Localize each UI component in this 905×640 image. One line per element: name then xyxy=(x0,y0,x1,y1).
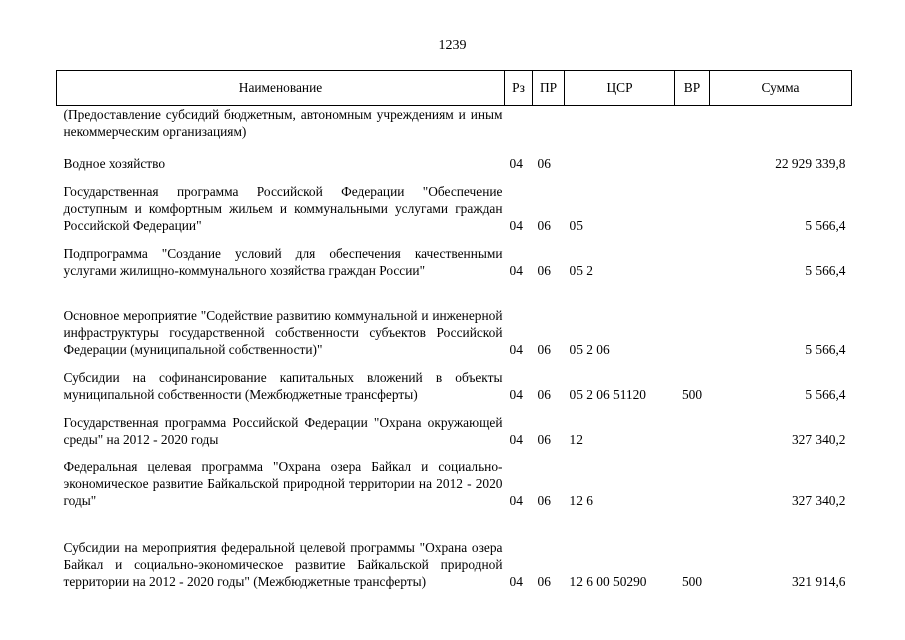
row-pr: 06 xyxy=(537,155,551,171)
row-pr: 06 xyxy=(537,341,551,357)
row-sum: 327 340,2 xyxy=(791,431,846,447)
row-name: Федеральная целевая программа "Охрана озера Байкал и социально-экономическое развитие Байкальской природной территории на 2012 - 2020 годы" xyxy=(63,458,503,508)
row-name: Основное мероприятие "Содействие развитию коммунальной и инженерной инфраструктуры государственной собственности субъектов Российской Федерации (муниципальной собственности)" xyxy=(63,307,503,357)
row-rz: 04 xyxy=(509,262,523,278)
row-vr xyxy=(675,403,710,448)
row-pr: 06 xyxy=(537,492,551,508)
row-sum: 321 914,6 xyxy=(791,573,846,589)
row-pr: 06 xyxy=(537,217,551,233)
row-vr: 500 xyxy=(681,573,703,589)
row-pr: 06 xyxy=(537,386,551,402)
row-vr xyxy=(675,279,710,358)
row-rz: 04 xyxy=(509,217,523,233)
row-name: (Предоставление субсидий бюджетным, автономным учреждениям и иным некоммерческим организациям) xyxy=(63,107,503,139)
row-vr: 500 xyxy=(681,386,703,402)
header-name: Наименование xyxy=(57,71,505,106)
row-pr: 06 xyxy=(537,431,551,447)
row-pr xyxy=(533,106,565,144)
budget-table xyxy=(56,70,852,590)
row-rz: 04 xyxy=(509,341,523,357)
row-sum: 327 340,2 xyxy=(791,492,846,508)
row-csr: 05 xyxy=(569,217,583,233)
row-vr xyxy=(675,448,710,509)
row-name: Водное хозяйство xyxy=(63,155,166,171)
row-csr: 05 2 06 51120 xyxy=(569,386,646,402)
table-row xyxy=(57,172,852,234)
row-name: Государственная программа Российской Федерации "Обеспечение доступным и комфортным жильем и коммунальными услугами граждан Российской Федерации" xyxy=(63,183,503,233)
row-csr: 05 2 06 xyxy=(569,341,610,357)
header-sum: Сумма xyxy=(710,71,852,106)
row-csr: 12 xyxy=(569,431,583,447)
row-rz: 04 xyxy=(509,573,523,589)
table-row xyxy=(57,358,852,403)
row-vr xyxy=(675,172,710,234)
row-pr: 06 xyxy=(537,262,551,278)
row-name: Субсидии на софинансирование капитальных вложений в объекты муниципальной собственности (Межбюджетные трансферты) xyxy=(63,369,503,402)
row-name: Государственная программа Российской Федерации "Охрана окружающей среды" на 2012 - 2020 годы xyxy=(63,414,503,447)
row-rz: 04 xyxy=(509,492,523,508)
row-sum: 5 566,4 xyxy=(805,386,846,402)
table-row xyxy=(57,448,852,509)
row-sum: 5 566,4 xyxy=(805,341,846,357)
row-rz: 04 xyxy=(509,155,523,171)
header-csr: ЦСР xyxy=(565,71,675,106)
row-sum xyxy=(710,106,852,144)
table-row xyxy=(57,509,852,590)
row-csr xyxy=(565,106,675,144)
table-row xyxy=(57,144,852,172)
row-csr: 12 6 00 50290 xyxy=(569,573,647,589)
table-row xyxy=(57,106,852,144)
row-csr: 12 6 xyxy=(569,492,593,508)
row-name: Субсидии на мероприятия федеральной целевой программы "Охрана озера Байкал и социально-экономическое развитие Байкальской природной территории на 2012 - 2020 годы" (Межбюджетные трансферты) xyxy=(63,539,503,589)
header-pr: ПР xyxy=(533,71,565,106)
table-header-row xyxy=(57,71,852,106)
row-rz xyxy=(505,106,533,144)
row-rz: 04 xyxy=(509,431,523,447)
row-vr xyxy=(675,106,710,144)
row-vr xyxy=(675,234,710,279)
row-sum: 22 929 339,8 xyxy=(775,155,846,171)
row-pr: 06 xyxy=(537,573,551,589)
table-row xyxy=(57,279,852,358)
header-rz: Рз xyxy=(505,71,533,106)
row-name: Подпрограмма "Создание условий для обеспечения качественными услугами жилищно-коммунального хозяйства граждан России" xyxy=(63,245,503,278)
table-row xyxy=(57,234,852,279)
header-vr: ВР xyxy=(675,71,710,106)
row-vr xyxy=(675,144,710,172)
row-csr: 05 2 xyxy=(569,262,593,278)
table-row xyxy=(57,403,852,448)
page-number: 1239 xyxy=(438,38,467,53)
row-csr xyxy=(565,144,675,172)
row-sum: 5 566,4 xyxy=(805,217,846,233)
row-rz: 04 xyxy=(509,386,523,402)
row-sum: 5 566,4 xyxy=(805,262,846,278)
